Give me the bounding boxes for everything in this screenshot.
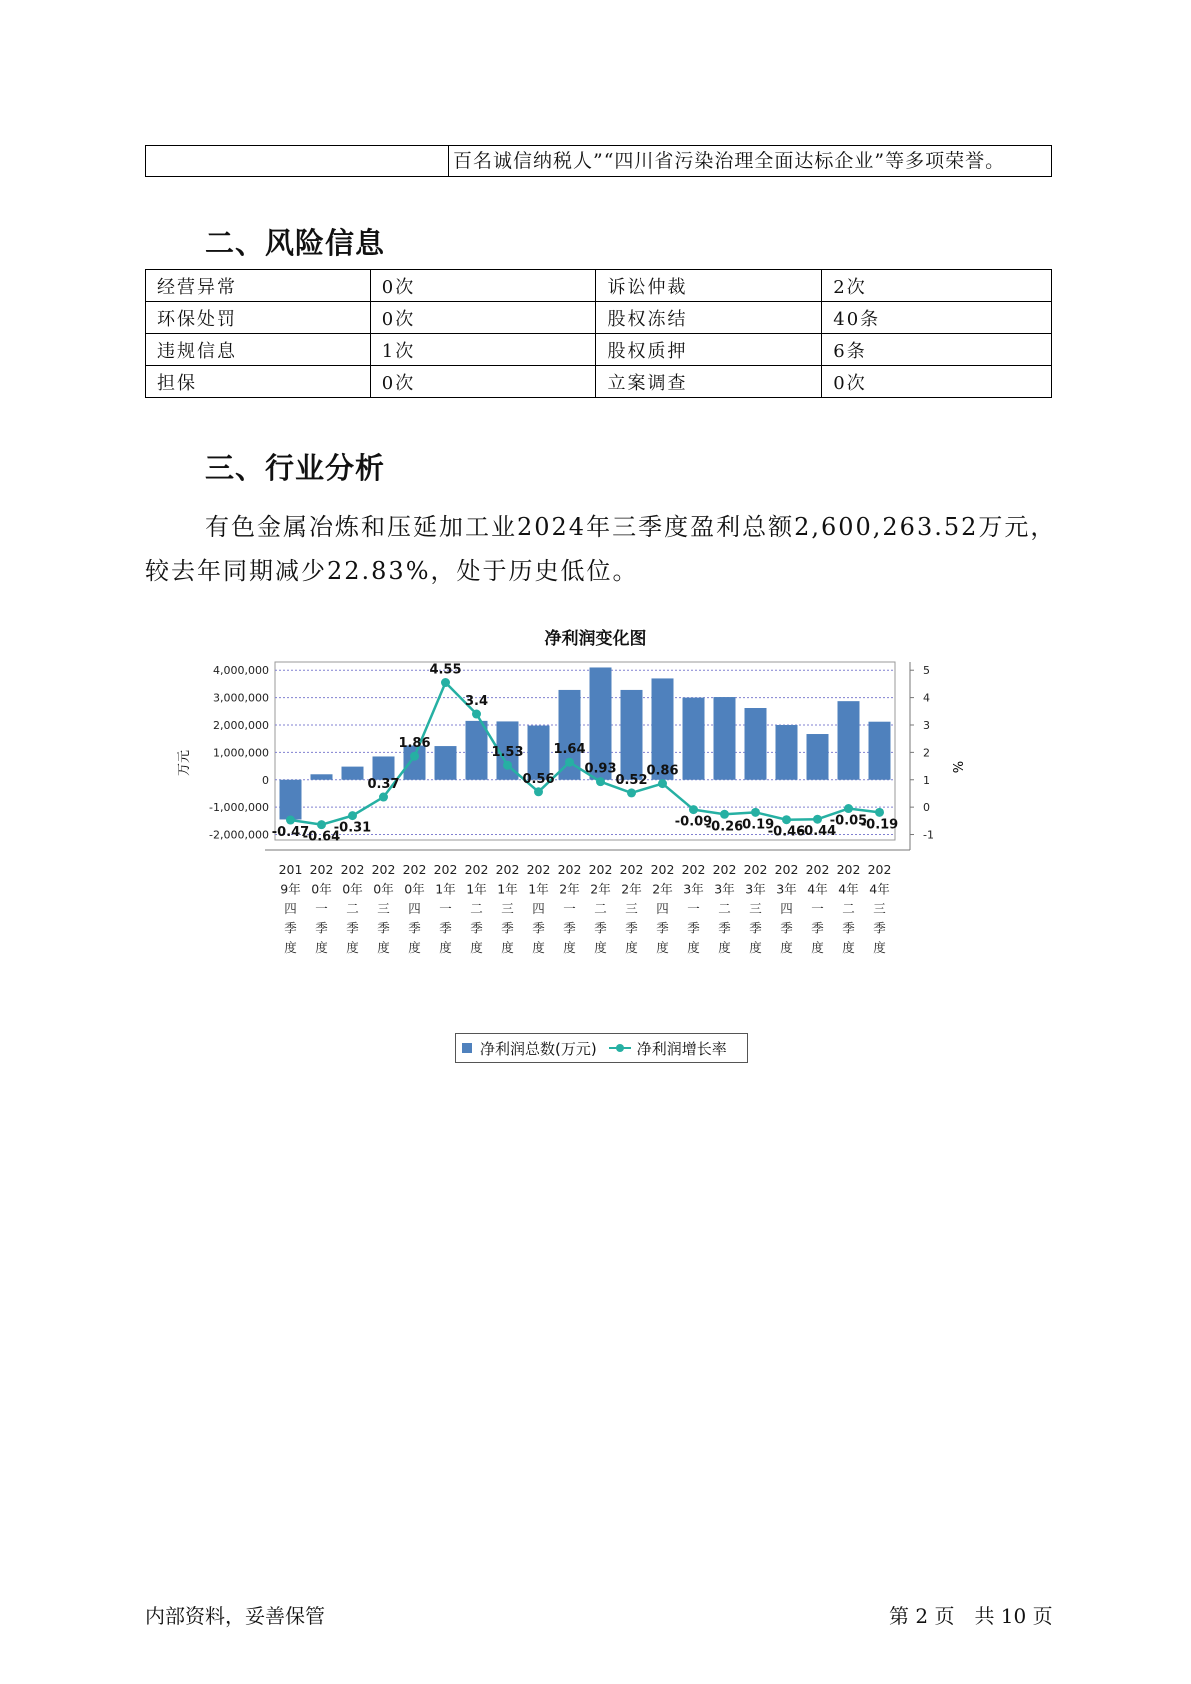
risk-table-row — [146, 270, 1052, 302]
x-tick-label: 度 — [470, 940, 483, 955]
risk-table-row — [146, 334, 1052, 366]
x-tick-label: 季 — [346, 920, 359, 936]
x-tick-label: 季 — [687, 920, 700, 936]
x-tick-label: 202 — [588, 862, 613, 877]
x-tick-label: 202 — [433, 862, 458, 877]
growth-rate-data-label: 0.86 — [646, 763, 679, 779]
legend-bar-swatch — [462, 1043, 472, 1053]
x-tick-label: 季 — [780, 920, 793, 936]
x-tick-label: 0年 — [311, 881, 332, 897]
growth-rate-point — [782, 815, 791, 824]
growth-rate-point — [689, 805, 698, 814]
growth-rate-point — [627, 788, 636, 797]
growth-rate-point — [286, 816, 295, 825]
x-tick-label: 度 — [408, 940, 421, 955]
risk-item-value: 0次 — [370, 270, 596, 302]
bar-net-profit — [435, 746, 457, 780]
x-tick-label: 季 — [501, 920, 514, 936]
footer-page-number: 第 2 页 共 10 页 — [889, 1604, 1053, 1628]
x-tick-label: 季 — [718, 920, 731, 936]
risk-table-row — [146, 366, 1052, 398]
x-tick-label: 二 — [718, 901, 731, 916]
x-tick-label: 202 — [743, 862, 768, 877]
bar-net-profit — [280, 780, 302, 820]
x-tick-label: 二 — [470, 901, 483, 916]
risk-item-label: 股权质押 — [596, 334, 822, 366]
x-tick-label: 季 — [377, 920, 390, 936]
x-tick-label: 四 — [780, 901, 793, 916]
industry-paragraph-line-2: 较去年同期减少22.83%，处于历史低位。 — [145, 557, 639, 585]
legend-line-swatch — [609, 1043, 631, 1053]
x-tick-label: 3年 — [776, 881, 797, 897]
growth-rate-data-label: 1.86 — [398, 736, 431, 752]
industry-paragraph-line-1: 有色金属冶炼和压延加工业2024年三季度盈利总额2,600,263.52万元， — [205, 513, 1057, 541]
risk-item-value: 6条 — [822, 334, 1052, 366]
x-tick-label: 2年 — [590, 881, 611, 897]
x-tick-label: 0年 — [342, 881, 363, 897]
x-tick-label: 三 — [873, 901, 886, 916]
x-tick-label: 202 — [557, 862, 582, 877]
y2-tick-label: 3 — [923, 718, 930, 732]
y2-axis-title: % — [949, 760, 964, 774]
x-tick-label: 度 — [377, 940, 390, 955]
growth-rate-point — [751, 808, 760, 817]
growth-rate-data-label: -0.64 — [302, 829, 341, 845]
growth-rate-data-label: -0.05 — [829, 813, 868, 829]
x-tick-label: 三 — [749, 901, 762, 916]
industry-section-heading: 三、行业分析 — [205, 451, 386, 485]
x-tick-label: 1年 — [497, 881, 518, 897]
bar-net-profit — [807, 734, 829, 780]
x-tick-label: 0年 — [373, 881, 394, 897]
x-tick-label: 季 — [873, 920, 886, 936]
x-tick-label: 度 — [532, 940, 545, 955]
x-tick-label: 季 — [439, 920, 452, 936]
y2-tick-label: -1 — [923, 828, 934, 842]
footer-left: 内部资料，妥善保管 — [145, 1604, 325, 1628]
x-tick-label: 一 — [563, 901, 576, 916]
x-tick-label: 一 — [439, 901, 452, 916]
x-tick-label: 四 — [408, 901, 421, 916]
x-tick-label: 度 — [811, 940, 824, 955]
x-tick-label: 202 — [712, 862, 737, 877]
x-tick-label: 度 — [315, 940, 328, 955]
x-tick-label: 202 — [309, 862, 334, 877]
y-tick-label: 0 — [262, 773, 269, 787]
growth-rate-point — [317, 820, 326, 829]
growth-rate-point — [534, 787, 543, 796]
x-tick-label: 季 — [811, 920, 824, 936]
x-tick-label: 季 — [470, 920, 483, 936]
y-tick-label: -1,000,000 — [209, 801, 269, 815]
x-tick-label: 季 — [284, 920, 297, 936]
x-tick-label: 1年 — [466, 881, 487, 897]
growth-rate-data-label: -0.19 — [860, 817, 899, 833]
growth-rate-data-label: 4.55 — [429, 662, 462, 678]
growth-rate-data-label: 1.64 — [553, 742, 586, 758]
y-tick-label: 3,000,000 — [213, 691, 269, 705]
growth-rate-data-label: 0.37 — [367, 777, 400, 793]
risk-item-label: 经营异常 — [146, 270, 371, 302]
growth-rate-data-label: -0.26 — [705, 819, 744, 835]
x-tick-label: 季 — [749, 920, 762, 936]
bar-net-profit — [621, 690, 643, 780]
honors-table — [145, 145, 1052, 177]
x-tick-label: 202 — [464, 862, 489, 877]
bar-net-profit — [683, 698, 705, 780]
x-tick-label: 202 — [681, 862, 706, 877]
x-tick-label: 度 — [687, 940, 700, 955]
growth-rate-data-label: -0.46 — [767, 824, 806, 840]
x-tick-label: 度 — [656, 940, 669, 955]
x-tick-label: 4年 — [838, 881, 859, 897]
x-tick-label: 202 — [836, 862, 861, 877]
x-tick-label: 一 — [687, 901, 700, 916]
x-tick-label: 度 — [749, 940, 762, 955]
x-tick-label: 季 — [408, 920, 421, 936]
y-tick-label: -2,000,000 — [209, 828, 269, 842]
x-tick-label: 二 — [594, 901, 607, 916]
x-tick-label: 季 — [625, 920, 638, 936]
x-tick-label: 度 — [842, 940, 855, 955]
x-tick-label: 201 — [278, 862, 303, 877]
growth-rate-point — [410, 752, 419, 761]
growth-rate-data-label: 0.52 — [615, 772, 648, 788]
risk-item-label: 违规信息 — [146, 334, 371, 366]
y-tick-label: 2,000,000 — [213, 718, 269, 732]
x-tick-label: 度 — [439, 940, 452, 955]
x-tick-label: 202 — [867, 862, 892, 877]
x-tick-label: 度 — [594, 940, 607, 955]
growth-rate-data-label: 1.53 — [491, 745, 524, 761]
growth-rate-point — [813, 815, 822, 824]
growth-rate-data-label: -0.09 — [674, 814, 713, 830]
x-tick-label: 2年 — [559, 881, 580, 897]
risk-item-label: 环保处罚 — [146, 302, 371, 334]
x-tick-label: 202 — [619, 862, 644, 877]
growth-rate-point — [348, 811, 357, 820]
x-tick-label: 202 — [526, 862, 551, 877]
growth-rate-point — [658, 779, 667, 788]
x-tick-label: 3年 — [745, 881, 766, 897]
growth-rate-data-label: -0.47 — [271, 825, 310, 841]
bar-net-profit — [838, 701, 860, 780]
chart-legend — [455, 1033, 748, 1063]
growth-rate-point — [379, 793, 388, 802]
x-tick-label: 4年 — [807, 881, 828, 897]
risk-item-value: 40条 — [822, 302, 1052, 334]
growth-rate-data-label: 3.4 — [464, 694, 489, 710]
y-tick-label: 1,000,000 — [213, 746, 269, 760]
x-tick-label: 202 — [650, 862, 675, 877]
risk-item-value: 1次 — [370, 334, 596, 366]
growth-rate-point — [875, 808, 884, 817]
x-tick-label: 一 — [811, 901, 824, 916]
x-tick-label: 度 — [780, 940, 793, 955]
net-profit-chart — [170, 650, 1030, 1030]
growth-rate-point — [503, 761, 512, 770]
growth-rate-data-label: 0.56 — [522, 771, 555, 787]
x-tick-label: 202 — [805, 862, 830, 877]
x-tick-label: 3年 — [683, 881, 704, 897]
chart-title: 净利润变化图 — [544, 629, 647, 649]
y2-tick-label: 5 — [923, 664, 930, 678]
risk-item-label: 诉讼仲裁 — [596, 270, 822, 302]
x-tick-label: 度 — [284, 940, 297, 955]
x-tick-label: 0年 — [404, 881, 425, 897]
x-tick-label: 二 — [842, 901, 855, 916]
risk-item-value: 2次 — [822, 270, 1052, 302]
bar-net-profit — [311, 774, 333, 779]
x-tick-label: 四 — [532, 901, 545, 916]
legend-line-label: 净利润增长率 — [636, 1039, 727, 1058]
x-tick-label: 四 — [284, 901, 297, 916]
risk-info-table — [145, 269, 1052, 398]
x-tick-label: 季 — [563, 920, 576, 936]
y2-tick-label: 2 — [923, 746, 930, 760]
x-tick-label: 2年 — [621, 881, 642, 897]
x-tick-label: 202 — [340, 862, 365, 877]
y2-tick-label: 1 — [923, 773, 930, 787]
x-tick-label: 4年 — [869, 881, 890, 897]
x-tick-label: 四 — [656, 901, 669, 916]
bar-net-profit — [776, 725, 798, 780]
x-tick-label: 1年 — [528, 881, 549, 897]
x-tick-label: 三 — [377, 901, 390, 916]
honors-table-label-cell — [146, 146, 449, 176]
growth-rate-point — [472, 710, 481, 719]
x-tick-label: 202 — [371, 862, 396, 877]
x-tick-label: 三 — [501, 901, 514, 916]
x-tick-label: 二 — [346, 901, 359, 916]
x-tick-label: 度 — [346, 940, 359, 955]
risk-item-value: 0次 — [370, 302, 596, 334]
bar-net-profit — [466, 721, 488, 780]
risk-table-row — [146, 302, 1052, 334]
risk-item-label: 股权冻结 — [596, 302, 822, 334]
x-tick-label: 度 — [501, 940, 514, 955]
x-tick-label: 季 — [842, 920, 855, 936]
growth-rate-data-label: -0.31 — [333, 820, 372, 836]
bar-net-profit — [869, 722, 891, 780]
growth-rate-point — [596, 777, 605, 786]
risk-item-value: 0次 — [822, 366, 1052, 398]
growth-rate-point — [565, 758, 574, 767]
x-tick-label: 202 — [402, 862, 427, 877]
x-tick-label: 季 — [315, 920, 328, 936]
risk-section-heading: 二、风险信息 — [205, 226, 386, 260]
x-tick-label: 季 — [594, 920, 607, 936]
x-tick-label: 一 — [315, 901, 328, 916]
bar-net-profit — [342, 767, 364, 780]
x-tick-label: 度 — [718, 940, 731, 955]
x-tick-label: 2年 — [652, 881, 673, 897]
x-tick-label: 202 — [774, 862, 799, 877]
growth-rate-point — [720, 810, 729, 819]
x-tick-label: 度 — [873, 940, 886, 955]
bar-net-profit — [714, 697, 736, 780]
growth-rate-data-label: 0.93 — [584, 761, 617, 777]
risk-item-label: 担保 — [146, 366, 371, 398]
x-tick-label: 度 — [563, 940, 576, 955]
growth-rate-data-label: -0.44 — [798, 824, 837, 840]
growth-rate-data-label: -0.19 — [736, 817, 775, 833]
growth-rate-point — [441, 678, 450, 687]
y2-tick-label: 4 — [923, 691, 930, 705]
x-tick-label: 三 — [625, 901, 638, 916]
y-tick-label: 4,000,000 — [213, 664, 269, 678]
risk-item-value: 0次 — [370, 366, 596, 398]
x-tick-label: 202 — [495, 862, 520, 877]
growth-rate-point — [844, 804, 853, 813]
x-tick-label: 3年 — [714, 881, 735, 897]
y2-tick-label: 0 — [923, 801, 930, 815]
risk-item-label: 立案调查 — [596, 366, 822, 398]
honors-table-value-cell: 百名诚信纳税人”“四川省污染治理全面达标企业”等多项荣誉。 — [453, 150, 1006, 172]
y-axis-title: 万元 — [177, 749, 192, 777]
x-tick-label: 1年 — [435, 881, 456, 897]
legend-bar-label: 净利润总数(万元) — [480, 1039, 597, 1058]
x-tick-label: 度 — [625, 940, 638, 955]
x-tick-label: 9年 — [280, 881, 301, 897]
bar-net-profit — [745, 708, 767, 780]
x-tick-label: 季 — [532, 920, 545, 936]
x-tick-label: 季 — [656, 920, 669, 936]
